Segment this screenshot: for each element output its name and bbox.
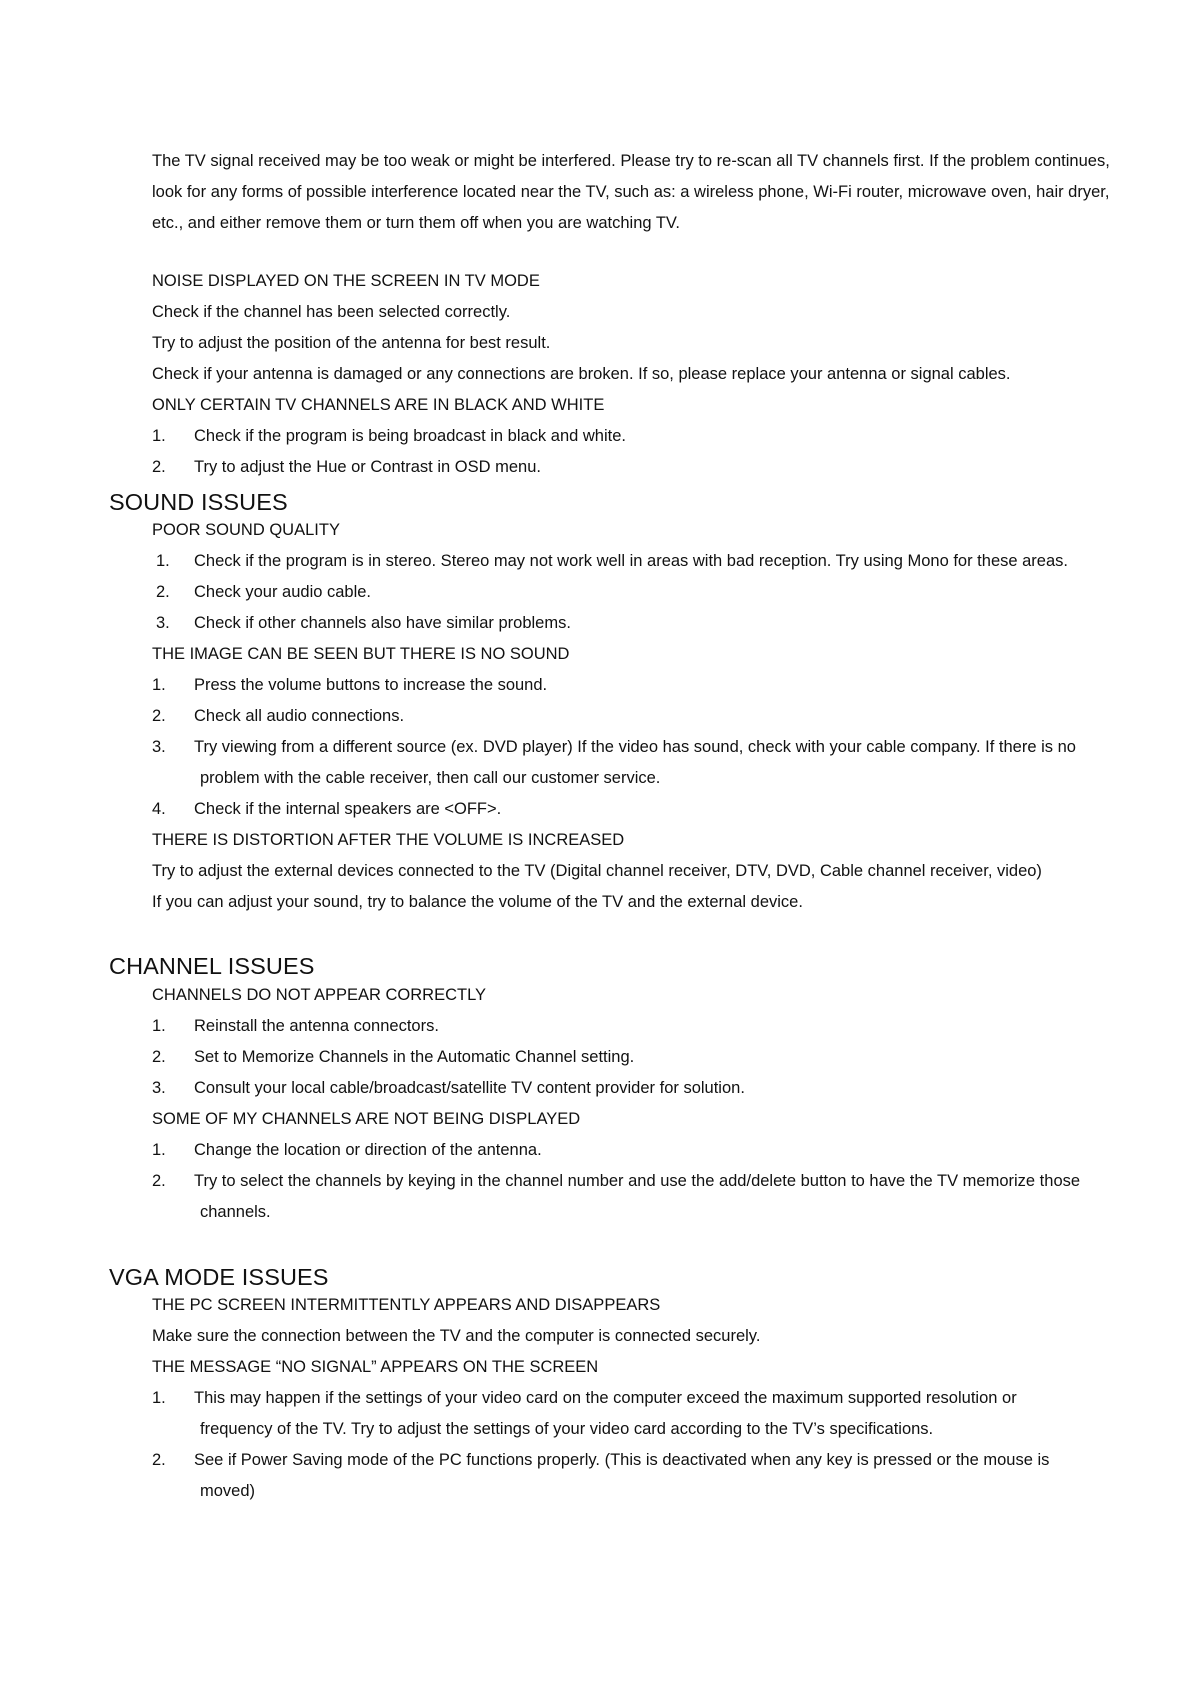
list-text: Press the volume buttons to increase the sound. [194, 676, 548, 694]
section-title-channel: CHANNEL ISSUES [109, 953, 315, 979]
list-text: Change the location or direction of the antenna. [194, 1141, 542, 1159]
list-item [152, 421, 1112, 452]
list-text: Set to Memorize Channels in the Automatic Channel setting. [194, 1048, 635, 1066]
list-number: 4. [152, 800, 166, 818]
list-text: Try to select the channels by keying in the channel number and use the add/delete button to have the TV memorize those [194, 1172, 1081, 1190]
list-text: Consult your local cable/broadcast/satellite TV content provider for solution. [194, 1079, 745, 1097]
tv-noise-line: Try to adjust the position of the antenna for best result. [152, 334, 551, 352]
subheading-pc-intermittent: THE PC SCREEN INTERMITTENTLY APPEARS AND DISAPPEARS [152, 1296, 661, 1314]
list-item [152, 1011, 1112, 1042]
list-text: Check if the program is in stereo. Stereo may not work well in areas with bad reception. Try using Mono for these areas. [194, 552, 1068, 570]
distortion-line: Try to adjust the external devices connected to the TV (Digital channel receiver, DTV, DVD, Cable channel receiver, video) [152, 862, 1042, 880]
list-item [152, 670, 1112, 701]
list-text: Check if the internal speakers are <OFF>. [194, 800, 502, 818]
list-text: Try viewing from a different source (ex. DVD player) If the video has sound, check with your cable company. If there is no [194, 738, 1076, 756]
tv-noise-line: Check if the channel has been selected correctly. [152, 303, 511, 321]
subheading-poor-sound: POOR SOUND QUALITY [152, 521, 340, 539]
list-item [152, 452, 1112, 483]
list-number: 3. [152, 1079, 166, 1097]
list-number: 2. [152, 1172, 166, 1190]
list-item [152, 732, 1112, 794]
list-number: 3. [152, 738, 166, 756]
section-title-vga: VGA MODE ISSUES [109, 1264, 329, 1290]
list-number: 1. [152, 1389, 166, 1407]
subheading-distortion: THERE IS DISTORTION AFTER THE VOLUME IS INCREASED [152, 831, 625, 849]
subheading-channels-incorrect: CHANNELS DO NOT APPEAR CORRECTLY [152, 986, 487, 1004]
list-number: 1. [152, 676, 166, 694]
list-number: 1. [152, 427, 166, 445]
list-number: 3. [156, 614, 170, 632]
subheading-tv-noise: NOISE DISPLAYED ON THE SCREEN IN TV MODE [152, 272, 540, 290]
list-item [152, 546, 1112, 577]
list-number: 2. [152, 458, 166, 476]
subheading-no-signal: THE MESSAGE “NO SIGNAL” APPEARS ON THE SCREEN [152, 1358, 599, 1376]
list-item [152, 608, 1112, 639]
subheading-bw-channels: ONLY CERTAIN TV CHANNELS ARE IN BLACK AND WHITE [152, 396, 605, 414]
subheading-no-sound: THE IMAGE CAN BE SEEN BUT THERE IS NO SOUND [152, 645, 570, 663]
list-text: Check all audio connections. [194, 707, 405, 725]
section-title-sound: SOUND ISSUES [109, 489, 288, 515]
list-text: Try to adjust the Hue or Contrast in OSD menu. [194, 458, 541, 476]
list-text: Check if the program is being broadcast in black and white. [194, 427, 626, 445]
list-number: 2. [152, 707, 166, 725]
list-item [152, 1042, 1112, 1073]
list-number: 2. [152, 1048, 166, 1066]
list-text-continuation: frequency of the TV. Try to adjust the settings of your video card according to the TV’s specifications. [200, 1420, 934, 1438]
list-item [152, 794, 1112, 825]
list-number: 1. [152, 1017, 166, 1035]
intro-paragraph: The TV signal received may be too weak or might be interfered. Please try to re-scan all TV channels first. If the problem continues, look for any forms of possible interference located near the TV, such as: a wireless phone, Wi-Fi router, microwave oven, hair dryer, etc., and either remove them or turn them off when you are watching TV. [152, 152, 1110, 232]
list-number: 1. [156, 552, 170, 570]
list-text-continuation: moved) [200, 1482, 256, 1500]
vga-intermittent-line: Make sure the connection between the TV and the computer is connected securely. [152, 1327, 761, 1345]
list-item [152, 1445, 1112, 1507]
list-item [152, 1383, 1112, 1445]
list-item [152, 1073, 1112, 1104]
list-number: 2. [156, 583, 170, 601]
list-item [152, 701, 1112, 732]
distortion-line: If you can adjust your sound, try to balance the volume of the TV and the external device. [152, 893, 803, 911]
list-text: This may happen if the settings of your video card on the computer exceed the maximum supported resolution or [194, 1389, 1017, 1407]
tv-noise-line: Check if your antenna is damaged or any connections are broken. If so, please replace your antenna or signal cables. [152, 365, 1011, 383]
subheading-channels-missing: SOME OF MY CHANNELS ARE NOT BEING DISPLAYED [152, 1110, 581, 1128]
list-item [152, 577, 1112, 608]
list-text-continuation: channels. [200, 1203, 271, 1221]
list-item [152, 1166, 1112, 1228]
list-item [152, 1135, 1112, 1166]
list-text-continuation: problem with the cable receiver, then call our customer service. [200, 769, 661, 787]
list-text: Check your audio cable. [194, 583, 372, 601]
list-number: 2. [152, 1451, 166, 1469]
list-number: 1. [152, 1141, 166, 1159]
list-text: See if Power Saving mode of the PC functions properly. (This is deactivated when any key is pressed or the mouse is [194, 1451, 1050, 1469]
list-text: Check if other channels also have similar problems. [194, 614, 571, 632]
list-text: Reinstall the antenna connectors. [194, 1017, 439, 1035]
